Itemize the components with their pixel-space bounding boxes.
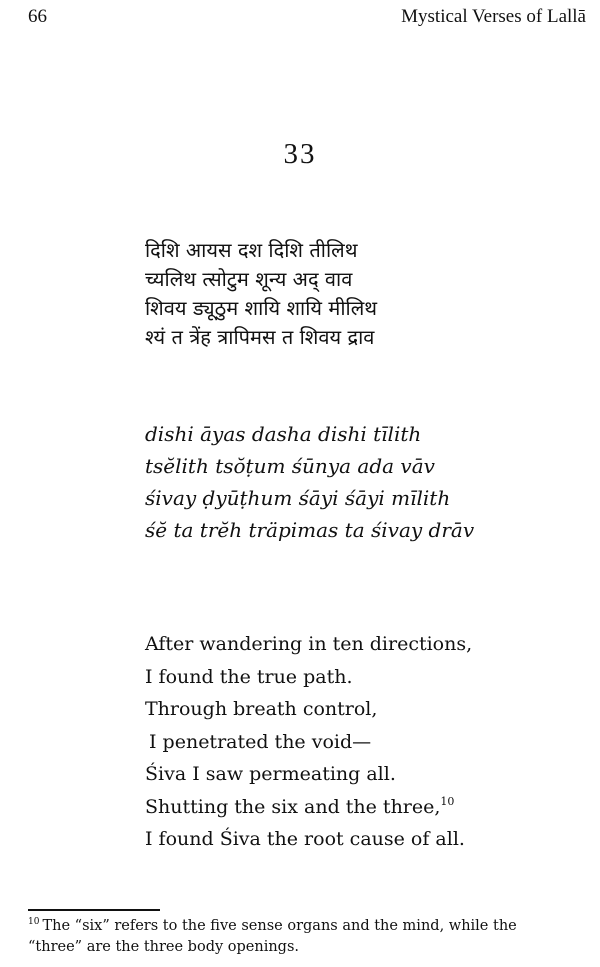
devanagari-line: दिशि आयस दश दिशि तीलिथ [145,238,358,262]
translation-line-text: Shutting the six and the three, [145,795,441,818]
devanagari-line: शिवय ड्यूठुम शायि शायि मीलिथ [145,296,378,320]
translation-line: After wandering in ten directions, [145,633,473,655]
transliteration-line: tsĕlith tsŏṭum śūnya ada vāv [145,454,435,478]
verse-number: 33 [283,138,317,170]
translation-verse [145,628,472,856]
devanagari-verse [145,236,377,352]
translation-line: Through breath control, [145,698,378,720]
footnote-text: “three” are the three body openings. [28,939,300,955]
translation-line: I penetrated the void— [149,730,372,753]
transliteration-line: dishi āyas dasha dishi tīlith [145,422,422,446]
translation-line: I found Śiva the root cause of all. [145,828,465,850]
footnote-line [28,937,588,958]
footnote-line [28,916,588,937]
footnote-marker: 10 [28,917,40,927]
devanagari-line: श्यं त त्रेंह त्रापिमस त शिवय द्राव [145,325,375,349]
footnote [28,916,588,958]
running-header-title: Mystical Verses of Lallā [401,6,586,27]
devanagari-line: च्यलिथ त्सोटुम शून्य अद् वाव [145,267,353,291]
translation-line: Śiva I saw permeating all. [145,763,396,785]
footnote-divider [28,909,160,911]
transliteration-line: śivay ḍyūṭhum śāyi śāyi mīlith [145,486,451,510]
translation-line-with-footnote [145,791,472,824]
page-number: 66 [28,6,47,27]
footnote-reference[interactable]: 10 [440,794,455,808]
translation-line: I found the true path. [145,665,353,688]
transliteration-line: śĕ ta trĕh träpimas ta śivay drāv [145,518,475,542]
footnote-text: The “six” refers to the five sense organs and the mind, while the [42,918,517,934]
transliteration-verse [145,418,474,546]
